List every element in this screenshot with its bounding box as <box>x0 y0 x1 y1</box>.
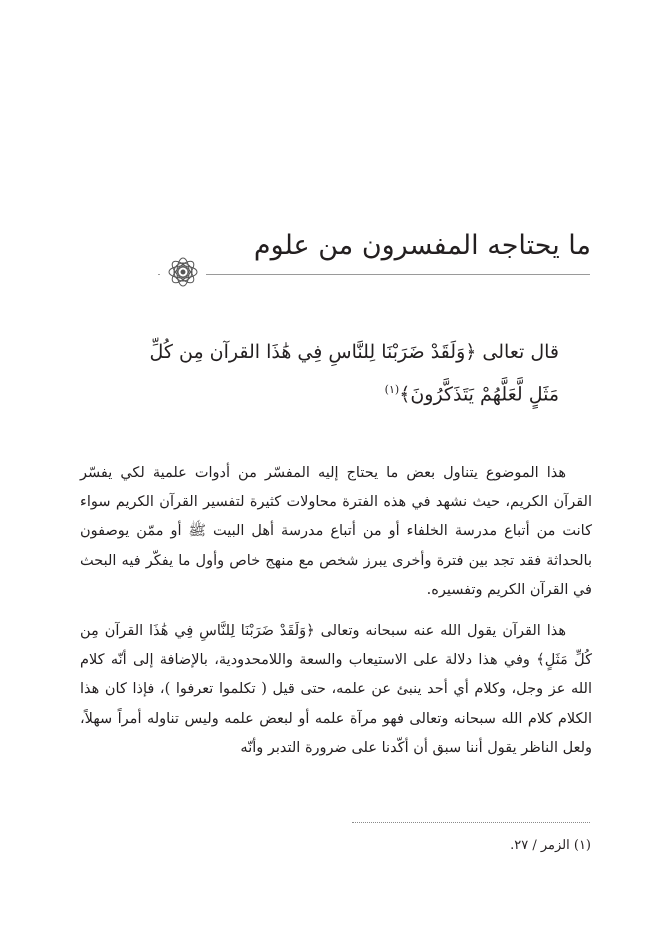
chapter-title: ما يحتاجه المفسرون من علوم <box>253 230 591 261</box>
paragraph-2: هذا القرآن يقول الله عنه سبحانه وتعالى ﴿وَلَقَدْ ضَرَبْنَا لِلنَّاسِ فِي هَٰذَا القرآن مِن كُلِّ مَثَلٍ﴾ وفي هذا دلالة على الاستيعاب والسعة واللامحدودية، بالإضافة إلى أنّه كلام الله عز وجل، وكلام أي أحد ينبئ عن علمه، حتى قيل ( تكلموا تعرفوا )، فإذا كان هذا الكلام كلام الله سبحانه وتعالى فهو مرآة علمه أو لبعض علمه وليس تناوله أمراً سهلاً، ولعل الناظر يقول أننا سبق أن أكّدنا على ضرورة التدبر وأنّه <box>80 623 592 756</box>
floral-ornament-icon <box>160 249 206 295</box>
verse-line-2-text: مَثَلٍ لَّعَلَّهُمْ يَتَذَكَّرُونَ﴾ <box>399 383 559 406</box>
verse-line-2 <box>99 371 559 413</box>
title-underline <box>158 274 590 275</box>
floral-ornament-svg <box>160 249 206 295</box>
footnote-separator <box>352 822 590 823</box>
footnote: (١) الزمر / ٢٧. <box>510 838 591 853</box>
paragraph-1: هذا الموضوع يتناول بعض ما يحتاج إليه المفسّر من أدوات علمية لكي يفسّر القرآن الكريم، حيث نشهد في هذه الفترة محاولات كثيرة لتفسير القرآن الكريم سواء كانت من أتباع مدرسة الخلفاء أو من أتباع مدرسة أهل البيت ﷺ أو ممّن يوصفون بالحداثة فقد تجد بين فترة وأخرى يبرز شخص مع منهج خاص وأول ما يفكّر فيه البحث في القرآن الكريم وتفسيره. <box>80 465 592 598</box>
quran-verse-block <box>99 333 559 413</box>
body-text <box>80 459 592 763</box>
verse-line-1: قال تعالى ﴿وَلَقَدْ ضَرَبْنَا لِلنَّاسِ فِي هَٰذَا القرآن مِن كُلِّ <box>149 341 559 363</box>
footnote-reference: (١) <box>384 383 400 396</box>
